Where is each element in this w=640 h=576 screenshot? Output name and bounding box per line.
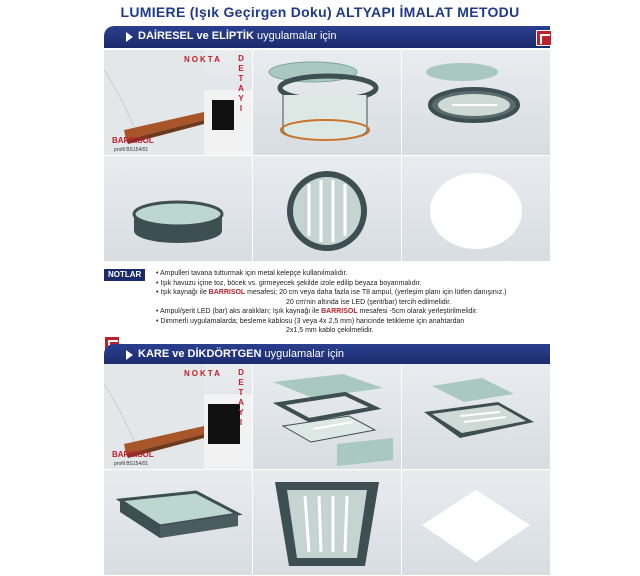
detail-letter: D [238, 54, 244, 63]
box-open-illustration [402, 364, 550, 469]
note-item: 20 cm'nin altında ise LED (şerit/bar) tercih edilmelidir. [286, 298, 452, 306]
profile-label: profil BS154/01 [114, 461, 149, 467]
closed-cylinder-cell [104, 156, 252, 261]
detail-letter: Y [238, 408, 244, 417]
detail-letter: A [238, 398, 244, 407]
notes-block [104, 269, 550, 336]
section-title: DAİRESEL ve ELİPTİK [138, 30, 254, 42]
detail-letter: I [239, 418, 243, 427]
detail-letter: T [238, 388, 244, 397]
detail-letter: E [238, 378, 244, 387]
barrisol-brand: BARRISOL [208, 289, 246, 296]
cylinder-open-illustration [402, 50, 550, 155]
detail-label: NOKTA [184, 55, 222, 64]
detail-letter: I [239, 104, 243, 113]
exploded-box-illustration [253, 364, 401, 469]
finished-ceiling-illustration [402, 156, 550, 261]
barrisol-label: BARRISOL [112, 136, 154, 145]
view-from-below-cell [253, 470, 401, 575]
detail-cell [104, 364, 252, 469]
exploded-cylinder-illustration [253, 50, 401, 155]
detail-cell [104, 50, 252, 155]
section-subtitle: uygulamalar için [257, 30, 337, 42]
note-item: • Ampulleri tavana tutturmak için metal kelepçe kullanılmalıdır. [156, 269, 550, 279]
finished-ceiling-cell [402, 470, 550, 575]
view-from-below-illustration [253, 470, 401, 575]
section-header-circular [104, 26, 550, 48]
barrisol-brand: BARRISOL [321, 308, 358, 315]
view-from-below-illustration [253, 156, 401, 261]
barrisol-label: BARRISOL [112, 450, 154, 459]
notes-label: NOTLAR [104, 269, 145, 281]
grid-square [104, 364, 550, 575]
detail-letter: Y [238, 94, 244, 103]
detail-letter: D [238, 368, 244, 377]
finished-ceiling-cell [402, 156, 550, 261]
section-title: KARE ve DİKDÖRTGEN [138, 348, 262, 360]
exploded-cylinder-cell [253, 50, 401, 155]
view-from-below-cell [253, 156, 401, 261]
grid-circular [104, 50, 550, 261]
note-item: • Ampul/şerit LED (bar) aks aralıkları; Işık kaynağı ile BARRISOL mesafesi -5cm olarak yerleştirilmelidir. [156, 307, 550, 317]
notes-list [104, 269, 550, 336]
exploded-box-cell [253, 364, 401, 469]
cylinder-open-cell [402, 50, 550, 155]
note-item: • Dimmerli uygulamalarda; besleme kablosu (3 veya 4x 2,5 mm) haricinde tetikleme için anahtardan [156, 317, 550, 327]
closed-box-cell [104, 470, 252, 575]
detail-letter: T [238, 74, 244, 83]
detail-label: NOKTA [184, 369, 222, 378]
note-item: • Işık kaynağı ile BARRISOL mesafesi; 20 cm veya daha fazla ise T8 ampul, (yerleşim planı için lütfen danışınız.) [156, 288, 550, 298]
section-header-square [104, 344, 550, 366]
arrow-icon [126, 32, 133, 42]
note-item: • Işık havuzu içine toz, böcek vs. girmeyecek şekilde izole edilip beyaza boyanmalıdır. [156, 279, 550, 289]
closed-cylinder-illustration [104, 156, 252, 261]
detail-letter: E [238, 64, 244, 73]
closed-box-illustration [104, 470, 252, 575]
finished-ceiling-illustration [402, 470, 550, 575]
box-open-cell [402, 364, 550, 469]
section-subtitle: uygulamalar için [264, 348, 345, 360]
page-title: LUMIERE (Işık Geçirgen Doku) ALTYAPI İMALAT METODU [120, 4, 520, 20]
arrow-icon [126, 350, 133, 360]
detail-letter: A [238, 84, 244, 93]
brand-logo-icon [536, 30, 552, 46]
profile-label: profil BS154/01 [114, 147, 149, 153]
note-item: 2x1,5 mm kablo çekilmelidir. [286, 327, 374, 334]
